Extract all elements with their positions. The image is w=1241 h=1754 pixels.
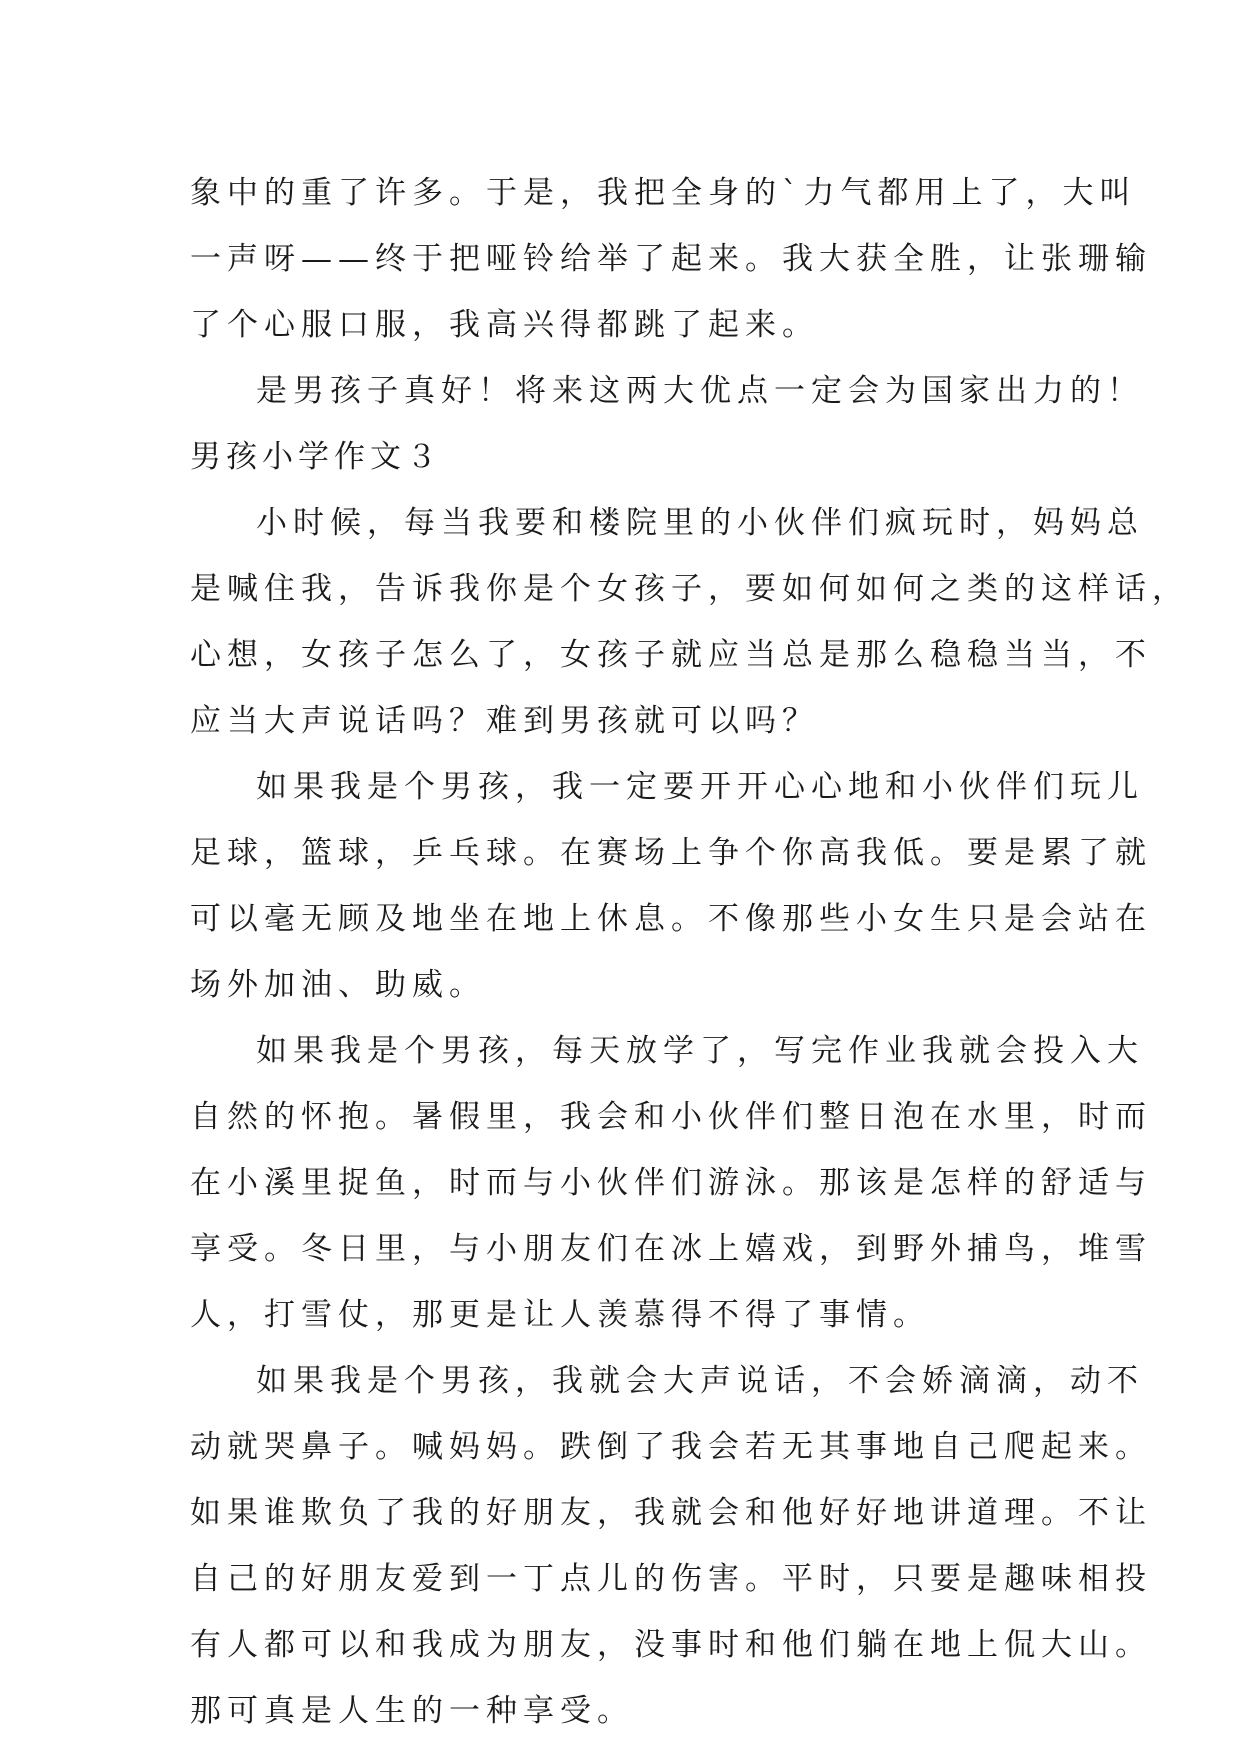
text-line: 享受。冬日里，与小朋友们在冰上嬉戏，到野外捕鸟，堆雪 (190, 1231, 1152, 1267)
text-line: 如果谁欺负了我的好朋友，我就会和他好好地讲道理。不让 (190, 1495, 1152, 1531)
text-line: 那可真是人生的一种享受。 (190, 1693, 634, 1729)
text-line: 象中的重了许多。于是，我把全身的`力气都用上了，大叫 (190, 175, 1137, 211)
text-line: 是喊住我，告诉我你是个女孩子，要如何如何之类的这样话， (190, 571, 1189, 607)
paragraph-first-line: 如果我是个男孩，我就会大声说话，不会娇滴滴，动不 (256, 1363, 1144, 1399)
paragraph-first-line: 小时候，每当我要和楼院里的小伙伴们疯玩时，妈妈总 (256, 505, 1144, 541)
text-line: 自然的怀抱。暑假里，我会和小伙伴们整日泡在水里，时而 (190, 1099, 1152, 1135)
text-line: 动就哭鼻子。喊妈妈。跌倒了我会若无其事地自己爬起来。 (190, 1429, 1152, 1465)
paragraph-first-line: 是男孩子真好！将来这两大优点一定会为国家出力的！ (256, 373, 1144, 409)
text-line: 在小溪里捉鱼，时而与小伙伴们游泳。那该是怎样的舒适与 (190, 1165, 1152, 1201)
document-page (190, 160, 1189, 1744)
paragraph-first-line: 如果我是个男孩，我一定要开开心心地和小伙伴们玩儿 (256, 769, 1144, 805)
text-line: 心想，女孩子怎么了，女孩子就应当总是那么稳稳当当，不 (190, 637, 1152, 673)
text-line: 场外加油、助威。 (190, 967, 486, 1003)
text-line: 了个心服口服，我高兴得都跳了起来。 (190, 307, 819, 343)
text-line: 一声呀——终于把哑铃给举了起来。我大获全胜，让张珊输 (190, 241, 1152, 277)
text-line: 人，打雪仗，那更是让人羡慕得不得了事情。 (190, 1297, 930, 1333)
text-line: 足球，篮球，乒乓球。在赛场上争个你高我低。要是累了就 (190, 835, 1152, 871)
text-line: 应当大声说话吗？难到男孩就可以吗？ (190, 703, 819, 739)
paragraph-first-line: 如果我是个男孩，每天放学了，写完作业我就会投入大 (256, 1033, 1144, 1069)
section-heading: 男孩小学作文３ (190, 439, 442, 475)
text-line: 有人都可以和我成为朋友，没事时和他们躺在地上侃大山。 (190, 1627, 1152, 1663)
text-line: 可以毫无顾及地坐在地上休息。不像那些小女生只是会站在 (190, 901, 1152, 937)
text-line: 自己的好朋友爱到一丁点儿的伤害。平时，只要是趣味相投 (190, 1561, 1152, 1597)
